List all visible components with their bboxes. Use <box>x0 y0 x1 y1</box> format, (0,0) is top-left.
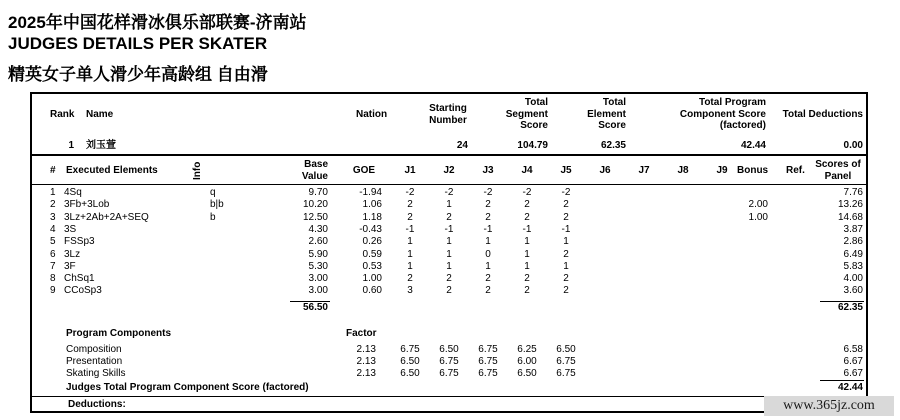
element-judge-5-score: -2 <box>561 187 571 198</box>
element-judge-5-score: 2 <box>563 248 569 260</box>
element-judge-3-score: -1 <box>483 223 493 235</box>
element-judge-5-score: -1 <box>561 223 571 235</box>
component-judge-5-score: 6.75 <box>556 368 576 379</box>
element-number: 4 <box>50 223 56 235</box>
frame-bottom-border <box>30 411 868 413</box>
elements-header-divider <box>30 184 868 185</box>
element-judge-2-score: 1 <box>446 199 452 211</box>
element-info: b|b <box>210 199 224 211</box>
element-judge-1-score: 3 <box>407 285 413 297</box>
component-judge-1-score: 6.50 <box>400 356 420 367</box>
component-judge-4-score: 6.50 <box>517 368 537 379</box>
skater-total-pcs: 42.44 <box>740 140 766 151</box>
element-base-value: 3.00 <box>308 285 328 297</box>
element-judge-1-score: -1 <box>405 223 415 235</box>
element-code: 3Lz+2Ab+2A+SEQ <box>64 211 149 223</box>
frame-left-border <box>30 92 32 412</box>
component-judge-2-score: 6.50 <box>439 344 459 355</box>
element-goe: -1.94 <box>359 187 382 198</box>
element-judge-4-score: 2 <box>524 211 530 223</box>
element-judge-2-score: 2 <box>446 211 452 223</box>
element-judge-3-score: 1 <box>485 260 491 272</box>
element-judge-5-score: 1 <box>563 260 569 272</box>
element-judge-3-score: 2 <box>485 199 491 211</box>
component-judge-4-score: 6.25 <box>517 344 537 355</box>
component-judge-1-score: 6.50 <box>400 368 420 379</box>
element-bonus: 2.00 <box>748 199 768 211</box>
element-judge-3-score: -2 <box>483 187 493 198</box>
element-judge-2-score: 1 <box>446 260 452 272</box>
element-number: 3 <box>50 211 56 223</box>
component-judge-3-score: 6.75 <box>478 344 498 355</box>
judge-9-header: J9 <box>716 165 728 176</box>
judge-8-header: J8 <box>677 165 689 176</box>
element-judge-1-score: 1 <box>407 260 413 272</box>
element-judge-4-score: -1 <box>522 223 532 235</box>
element-number: 1 <box>50 187 56 198</box>
element-judge-2-score: -1 <box>444 223 454 235</box>
element-number: 8 <box>50 273 56 285</box>
element-goe: -0.43 <box>359 223 382 235</box>
element-base-value: 4.30 <box>308 223 328 235</box>
element-panel-score: 3.60 <box>843 285 863 297</box>
element-panel-score: 2.86 <box>843 236 863 248</box>
components-total-rule <box>820 380 864 381</box>
element-judge-5-score: 2 <box>563 285 569 297</box>
goe-header: GOE <box>352 165 376 176</box>
element-judge-3-score: 0 <box>485 248 491 260</box>
element-judge-1-score: 1 <box>407 248 413 260</box>
nation-header: Nation <box>356 109 388 120</box>
element-judge-2-score: -2 <box>444 187 454 198</box>
element-panel-score: 6.49 <box>843 248 863 260</box>
category-title: 精英女子单人滑少年高龄组 自由滑 <box>8 65 268 84</box>
element-judge-4-score: 1 <box>524 260 530 272</box>
deductions-divider <box>30 396 868 397</box>
component-panel-score: 6.67 <box>843 368 863 379</box>
bonus-header: Bonus <box>737 165 769 176</box>
judges-total-pcs-value: 42.44 <box>837 382 863 393</box>
component-judge-5-score: 6.50 <box>556 344 576 355</box>
element-judge-1-score: 1 <box>407 236 413 248</box>
element-code: 4Sq <box>64 187 82 198</box>
deductions-label: Deductions: <box>68 399 126 410</box>
base-value-header: Base Value <box>301 159 328 182</box>
element-number: 5 <box>50 236 56 248</box>
frame-right-border <box>866 92 868 412</box>
element-info: q <box>210 187 216 198</box>
element-judge-1-score: 2 <box>407 273 413 285</box>
element-goe: 0.59 <box>362 248 382 260</box>
element-judge-3-score: 2 <box>485 211 491 223</box>
element-judge-5-score: 1 <box>563 236 569 248</box>
component-judge-1-score: 6.75 <box>400 344 420 355</box>
element-base-value: 9.70 <box>308 187 328 198</box>
element-base-value: 5.30 <box>308 260 328 272</box>
element-code: 3Lz <box>64 248 81 260</box>
element-code: 3F <box>64 260 76 272</box>
element-judge-3-score: 2 <box>485 285 491 297</box>
skater-starting-number: 24 <box>456 140 468 151</box>
element-judge-2-score: 2 <box>446 273 452 285</box>
skater-total-segment-score: 104.79 <box>517 140 548 151</box>
element-base-value: 5.90 <box>308 248 328 260</box>
component-judge-3-score: 6.75 <box>478 368 498 379</box>
element-judge-4-score: 1 <box>524 248 530 260</box>
element-info: b <box>210 211 216 223</box>
element-code: FSSp3 <box>64 236 95 248</box>
component-name: Presentation <box>66 356 123 367</box>
total-pcs-header: Total Program Component Score (factored) <box>679 97 766 131</box>
total-deductions-header: Total Deductions <box>782 109 863 120</box>
total-segment-score-header: Total Segment Score <box>505 97 548 131</box>
element-judge-3-score: 2 <box>485 273 491 285</box>
element-panel-score: 5.83 <box>843 260 863 272</box>
element-base-value: 10.20 <box>302 199 328 211</box>
report-title: JUDGES DETAILS PER SKATER <box>8 34 268 53</box>
component-factor: 2.13 <box>356 344 376 355</box>
summary-divider <box>30 154 868 156</box>
judge-3-header: J3 <box>482 165 494 176</box>
panel-score-total: 62.35 <box>837 302 863 313</box>
component-judge-4-score: 6.00 <box>517 356 537 367</box>
component-judge-3-score: 6.75 <box>478 356 498 367</box>
element-judge-1-score: 2 <box>407 199 413 211</box>
element-goe: 0.60 <box>362 285 382 297</box>
element-judge-4-score: 1 <box>524 236 530 248</box>
judge-6-header: J6 <box>599 165 611 176</box>
factor-header: Factor <box>346 328 377 339</box>
element-judge-5-score: 2 <box>563 273 569 285</box>
element-goe: 1.00 <box>362 273 382 285</box>
judge-5-header: J5 <box>560 165 572 176</box>
element-base-value: 3.00 <box>308 273 328 285</box>
frame-top-border <box>30 92 868 94</box>
judges-total-pcs-label: Judges Total Program Component Score (factored) <box>66 382 309 393</box>
element-base-value: 2.60 <box>308 236 328 248</box>
component-name: Composition <box>66 344 122 355</box>
judge-2-header: J2 <box>443 165 455 176</box>
element-goe: 0.53 <box>362 260 382 272</box>
total-element-score-header: Total Element Score <box>587 97 626 131</box>
element-judge-5-score: 2 <box>563 199 569 211</box>
component-panel-score: 6.67 <box>843 356 863 367</box>
element-panel-score: 13.26 <box>837 199 863 211</box>
element-panel-score: 7.76 <box>843 187 863 198</box>
judge-1-header: J1 <box>404 165 416 176</box>
element-judge-1-score: -2 <box>405 187 415 198</box>
element-panel-score: 3.87 <box>843 223 863 235</box>
element-number: 6 <box>50 248 56 260</box>
ref-header: Ref. <box>786 165 805 176</box>
element-judge-1-score: 2 <box>407 211 413 223</box>
element-number: 7 <box>50 260 56 272</box>
site-watermark: www.365jz.com <box>764 396 894 416</box>
element-bonus: 1.00 <box>748 211 768 223</box>
element-judge-4-score: -2 <box>522 187 532 198</box>
element-judge-4-score: 2 <box>524 199 530 211</box>
element-judge-5-score: 2 <box>563 211 569 223</box>
element-judge-2-score: 1 <box>446 236 452 248</box>
element-judge-4-score: 2 <box>524 285 530 297</box>
element-judge-2-score: 1 <box>446 248 452 260</box>
element-code: 3Fb+3Lob <box>64 199 110 211</box>
element-goe: 1.18 <box>362 211 382 223</box>
judge-7-header: J7 <box>638 165 650 176</box>
element-number: 9 <box>50 285 56 297</box>
program-components-title: Program Components <box>66 328 172 339</box>
component-factor: 2.13 <box>356 356 376 367</box>
rank-header: Rank <box>50 109 75 120</box>
element-judge-4-score: 2 <box>524 273 530 285</box>
element-judge-2-score: 2 <box>446 285 452 297</box>
executed-elements-header: Executed Elements <box>66 165 158 176</box>
component-judge-5-score: 6.75 <box>556 356 576 367</box>
element-code: 3S <box>64 223 77 235</box>
element-base-value: 12.50 <box>302 211 328 223</box>
element-panel-score: 14.68 <box>837 211 863 223</box>
skater-total-deductions: 0.00 <box>843 140 863 151</box>
event-title: 2025年中国花样滑冰俱乐部联赛-济南站 <box>8 13 307 32</box>
scores-of-panel-header: Scores of Panel <box>815 159 861 182</box>
element-code: ChSq1 <box>64 273 95 285</box>
element-panel-score: 4.00 <box>843 273 863 285</box>
component-panel-score: 6.58 <box>843 344 863 355</box>
base-value-total: 56.50 <box>302 302 328 313</box>
name-header: Name <box>86 109 114 120</box>
judge-4-header: J4 <box>521 165 533 176</box>
starting-number-header: Starting Number <box>429 103 467 126</box>
component-judge-2-score: 6.75 <box>439 368 459 379</box>
element-code: CCoSp3 <box>64 285 102 297</box>
info-header: Info <box>192 161 203 180</box>
element-goe: 1.06 <box>362 199 382 211</box>
element-number-header: # <box>50 165 56 176</box>
element-judge-3-score: 1 <box>485 236 491 248</box>
component-judge-2-score: 6.75 <box>439 356 459 367</box>
skater-name: 刘玉萱 <box>86 140 116 151</box>
element-number: 2 <box>50 199 56 211</box>
skater-rank: 1 <box>68 140 74 151</box>
component-name: Skating Skills <box>66 368 126 379</box>
component-factor: 2.13 <box>356 368 376 379</box>
element-goe: 0.26 <box>362 236 382 248</box>
skater-total-element-score: 62.35 <box>600 140 626 151</box>
